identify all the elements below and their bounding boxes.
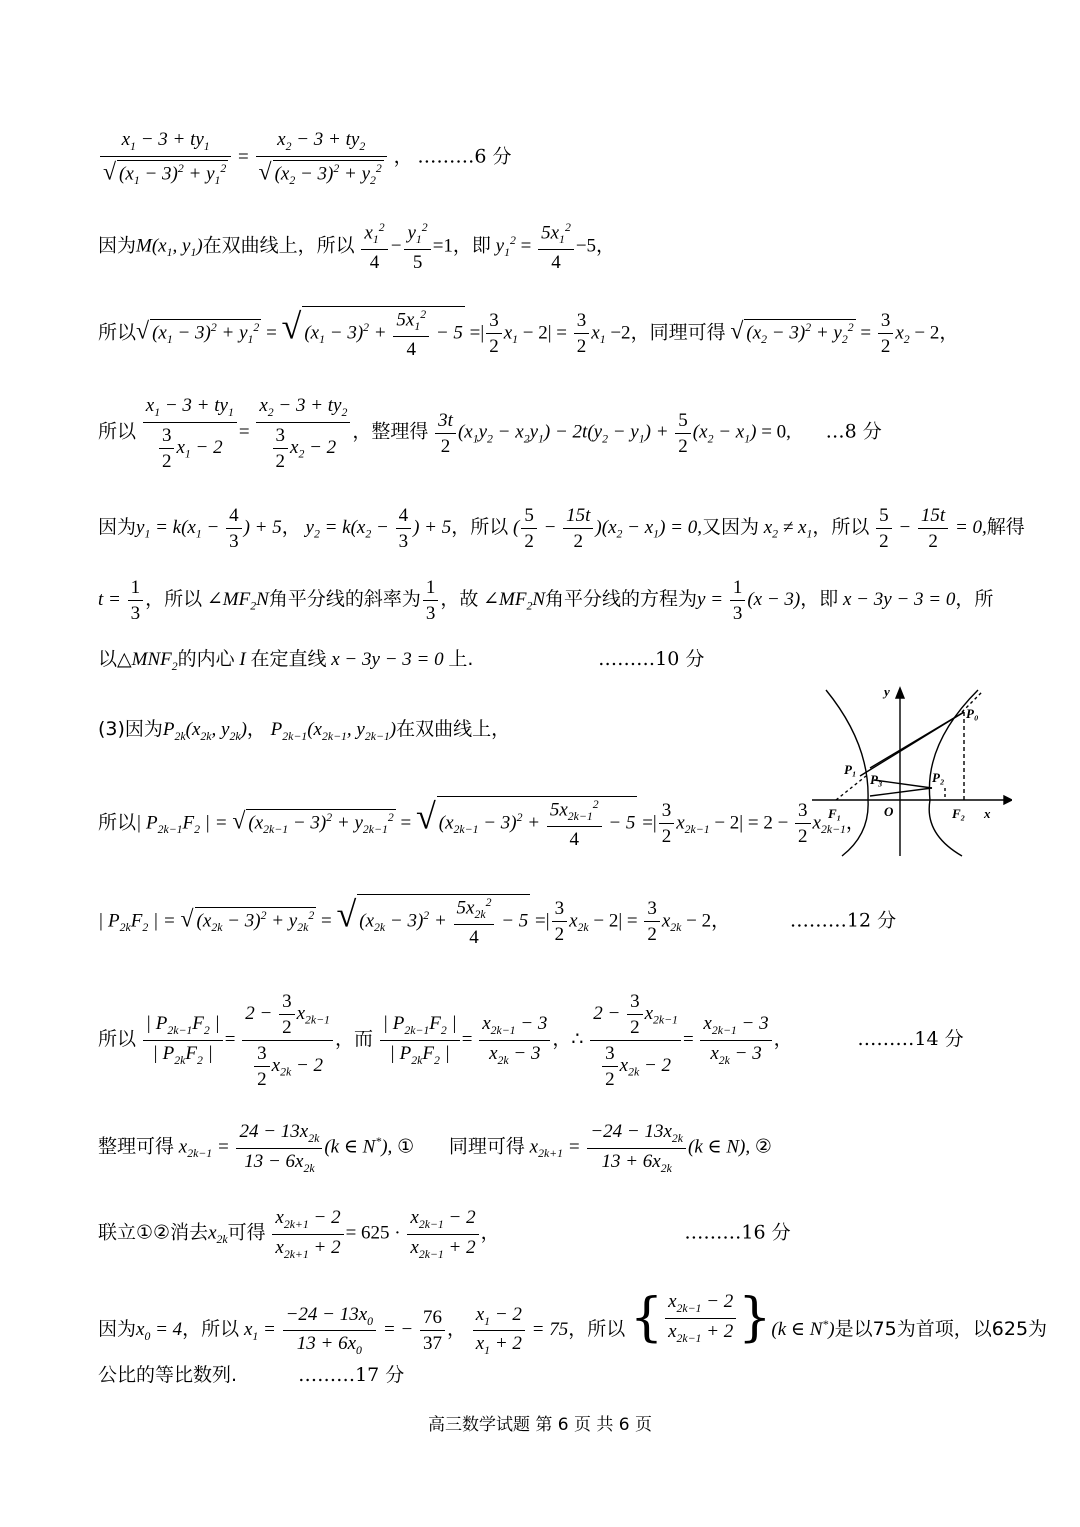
equation-line-10: | $P_{2k}F_2$ | = √ $(x_{2k} - 3)^2 + y_{2k}^2$ = √ $(x_{2k} - 3)^2$ + $\frac{5x_{2k}^2}{4}$ − 5 =| $\frac{3}{2}$ $x_{2k} - 2|$ = $\frac{3}{2}$ $x_{2k} - 2$， ………12 分 (98, 894, 897, 948)
label-f2: F₂ (952, 806, 966, 821)
equation-line-12: 整理可得 $x_{2k-1}$ = $\frac{24 - 13x_{2k}}{13 - 6x_{2k}}$ (k ∈ N*), ① 同理可得 $x_{2k+1}$ = $\frac{-24 - 13x_{2k}}{13 + 6x_{2k}}$ (k ∈ N), ② (98, 1121, 772, 1175)
equation-line-7: 以$\triangle MNF_2$的内心 I 在定直线 x − 3y − 3 = 0 上. ………10 分 (98, 648, 705, 673)
equation-line-8: (3)因为$P_{2k}(x_{2k}$, $y_{2k}$)， $P_{2k-1}(x_{2k-1}$, $y_{2k-1}$)在双曲线上， (98, 718, 511, 743)
x-axis-arrow (1004, 796, 1012, 804)
label-o: O (884, 804, 894, 819)
label-p0: P₀ (966, 706, 979, 721)
equation-line-3: 所以√ $(x_1 - 3)^2 + y_1^2$ = √ $(x_1 - 3)^2$ + $\frac{5x_1^2}{4}$ − 5 =| $\frac{3}{2}$ $x_1 - 2|$ = $\frac{3}{2}$ $x_1 -2$，同理可得 √ $(x_2 - 3)^2 + y_2^2$ = $\frac{3}{2}$ $x_2 - 2$， (98, 306, 959, 360)
label-p2: P₂ (932, 770, 945, 785)
label-f1: F₁ (828, 806, 842, 821)
label-x: x (984, 806, 991, 821)
line-p0-p1 (870, 712, 964, 768)
line-p3-p2 (874, 780, 932, 788)
hyperbola-figure (812, 684, 1012, 859)
line-p2-f (870, 788, 932, 796)
equation-line-4: 所以 $x_1 - 3 + ty_1$ $\frac{3}{2}$ $x_1 - 2$ = $x_2 - 3 + ty_2$ $\frac{3}{2}$ $x_2 - 2$ ，整理得 $\frac{3t}{2}$ $(x_1y_2 - x_2y_1) - 2t(y_2 - y_1)$ + $\frac{5}{2}$ $(x_2 - x_1) = 0$, …8 分 (98, 395, 882, 472)
label-p1: P₁ (844, 762, 857, 777)
equation-line-11: 所以 $\frac{| P_{2k-1}F_2 |}{| P_{2k}F_2 |}$ = 2 − $\frac{3}{2}$ $x_{2k-1}$ $\frac{3}{2}$ $x_{2k} - 2$ ，而 $\frac{| P_{2k-1}F_2 |}{| P_{2k}F_2 |}$ = $\frac{x_{2k-1} - 3}{x_{2k} - 3}$ ，∴ 2 − $\frac{3}{2}$ $x_{2k-1}$ $\frac{3}{2}$ $x_{2k} - 2$ = $\frac{x_{2k-1} - 3}{x_{2k} - 3}$ ， ………14 分 (98, 991, 964, 1090)
equation-line-14: 因为$x_0 = 4$，所以 $x_1$ = $\frac{-24 - 13x_0}{13 + 6x_0}$ = − $\frac{76}{37}$ ， $\frac{x_1 - 2}{x_1 + 2}$ = 75，所以 { $\frac{x_{2k-1} - 2}{x_{2k-1} + 2}$ } (k ∈ N*)是以75为首项，以625为 (98, 1288, 1048, 1358)
equation-line-6: t = $\frac{1}{3}$ ，所以 $\angle MF_2N$角平分线的斜率为 $\frac{1}{3}$ ，故 $\angle MF_2N$角平分线的方程为y = $\frac{1}{3}$ (x − 3)，即 x − 3y − 3 = 0，所 (98, 577, 994, 624)
equation-line-15: 公比的等比数列. ………17 分 (98, 1364, 405, 1386)
equation-line-5: 因为$y_1 = k(x_1$ − $\frac{4}{3}$ ) + 5， $y_2 = k(x_2$ − $\frac{4}{3}$ ) + 5，所以 ( $\frac{5}{2}$ − $\frac{15t}{2}$ )$(x_2 - x_1) = 0$,又因为 $x_2 \ne x_1$，所以 $\frac{5}{2}$ − $\frac{15t}{2}$ = 0,解得 (98, 505, 1025, 552)
score-marker: ………6 分 (417, 145, 512, 168)
equation-line-9: 所以| $P_{2k-1}F_2$ | = √ $(x_{2k-1} - 3)^2 + y_{2k-1}^2$ = √ $(x_{2k-1} - 3)^2$ + $\frac{5x_{2k-1}^2}{4}$ − 5 =| $\frac{3}{2}$ $x_{2k-1} - 2| = 2$ − $\frac{3}{2}$ $x_{2k-1}$， (98, 796, 865, 850)
equation-line-2: 因为$M(x_1$, $y_1$)在双曲线上，所以 $\frac{x_1^2}{4}$ − $\frac{y_1^2}{5}$ =1，即 $y_1^2$ = $\frac{5x_1^2}{4}$ −5， (98, 221, 616, 273)
y-axis-arrow (896, 688, 904, 698)
label-p3: P₃ (870, 772, 883, 787)
equation-line-1: $\frac{x_1 - 3 + ty_1}{√ (x_1 - 3)^2 + y_1^2}$ = $\frac{x_2 - 3 + ty_2}{√ (x_2 - 3)^2 + y_2^2}$ ， ………6 分 (98, 130, 511, 186)
page-footer: 高三数学试题 第 6 页 共 6 页 (427, 1415, 653, 1435)
label-y: y (884, 684, 890, 699)
equation-line-13: 联立①②消去$x_{2k}$可得 $\frac{x_{2k+1} - 2}{x_{2k+1} + 2}$ = 625 · $\frac{x_{2k-1} - 2}{x_{2k-1} + 2}$ ， ………16 分 (98, 1207, 791, 1261)
